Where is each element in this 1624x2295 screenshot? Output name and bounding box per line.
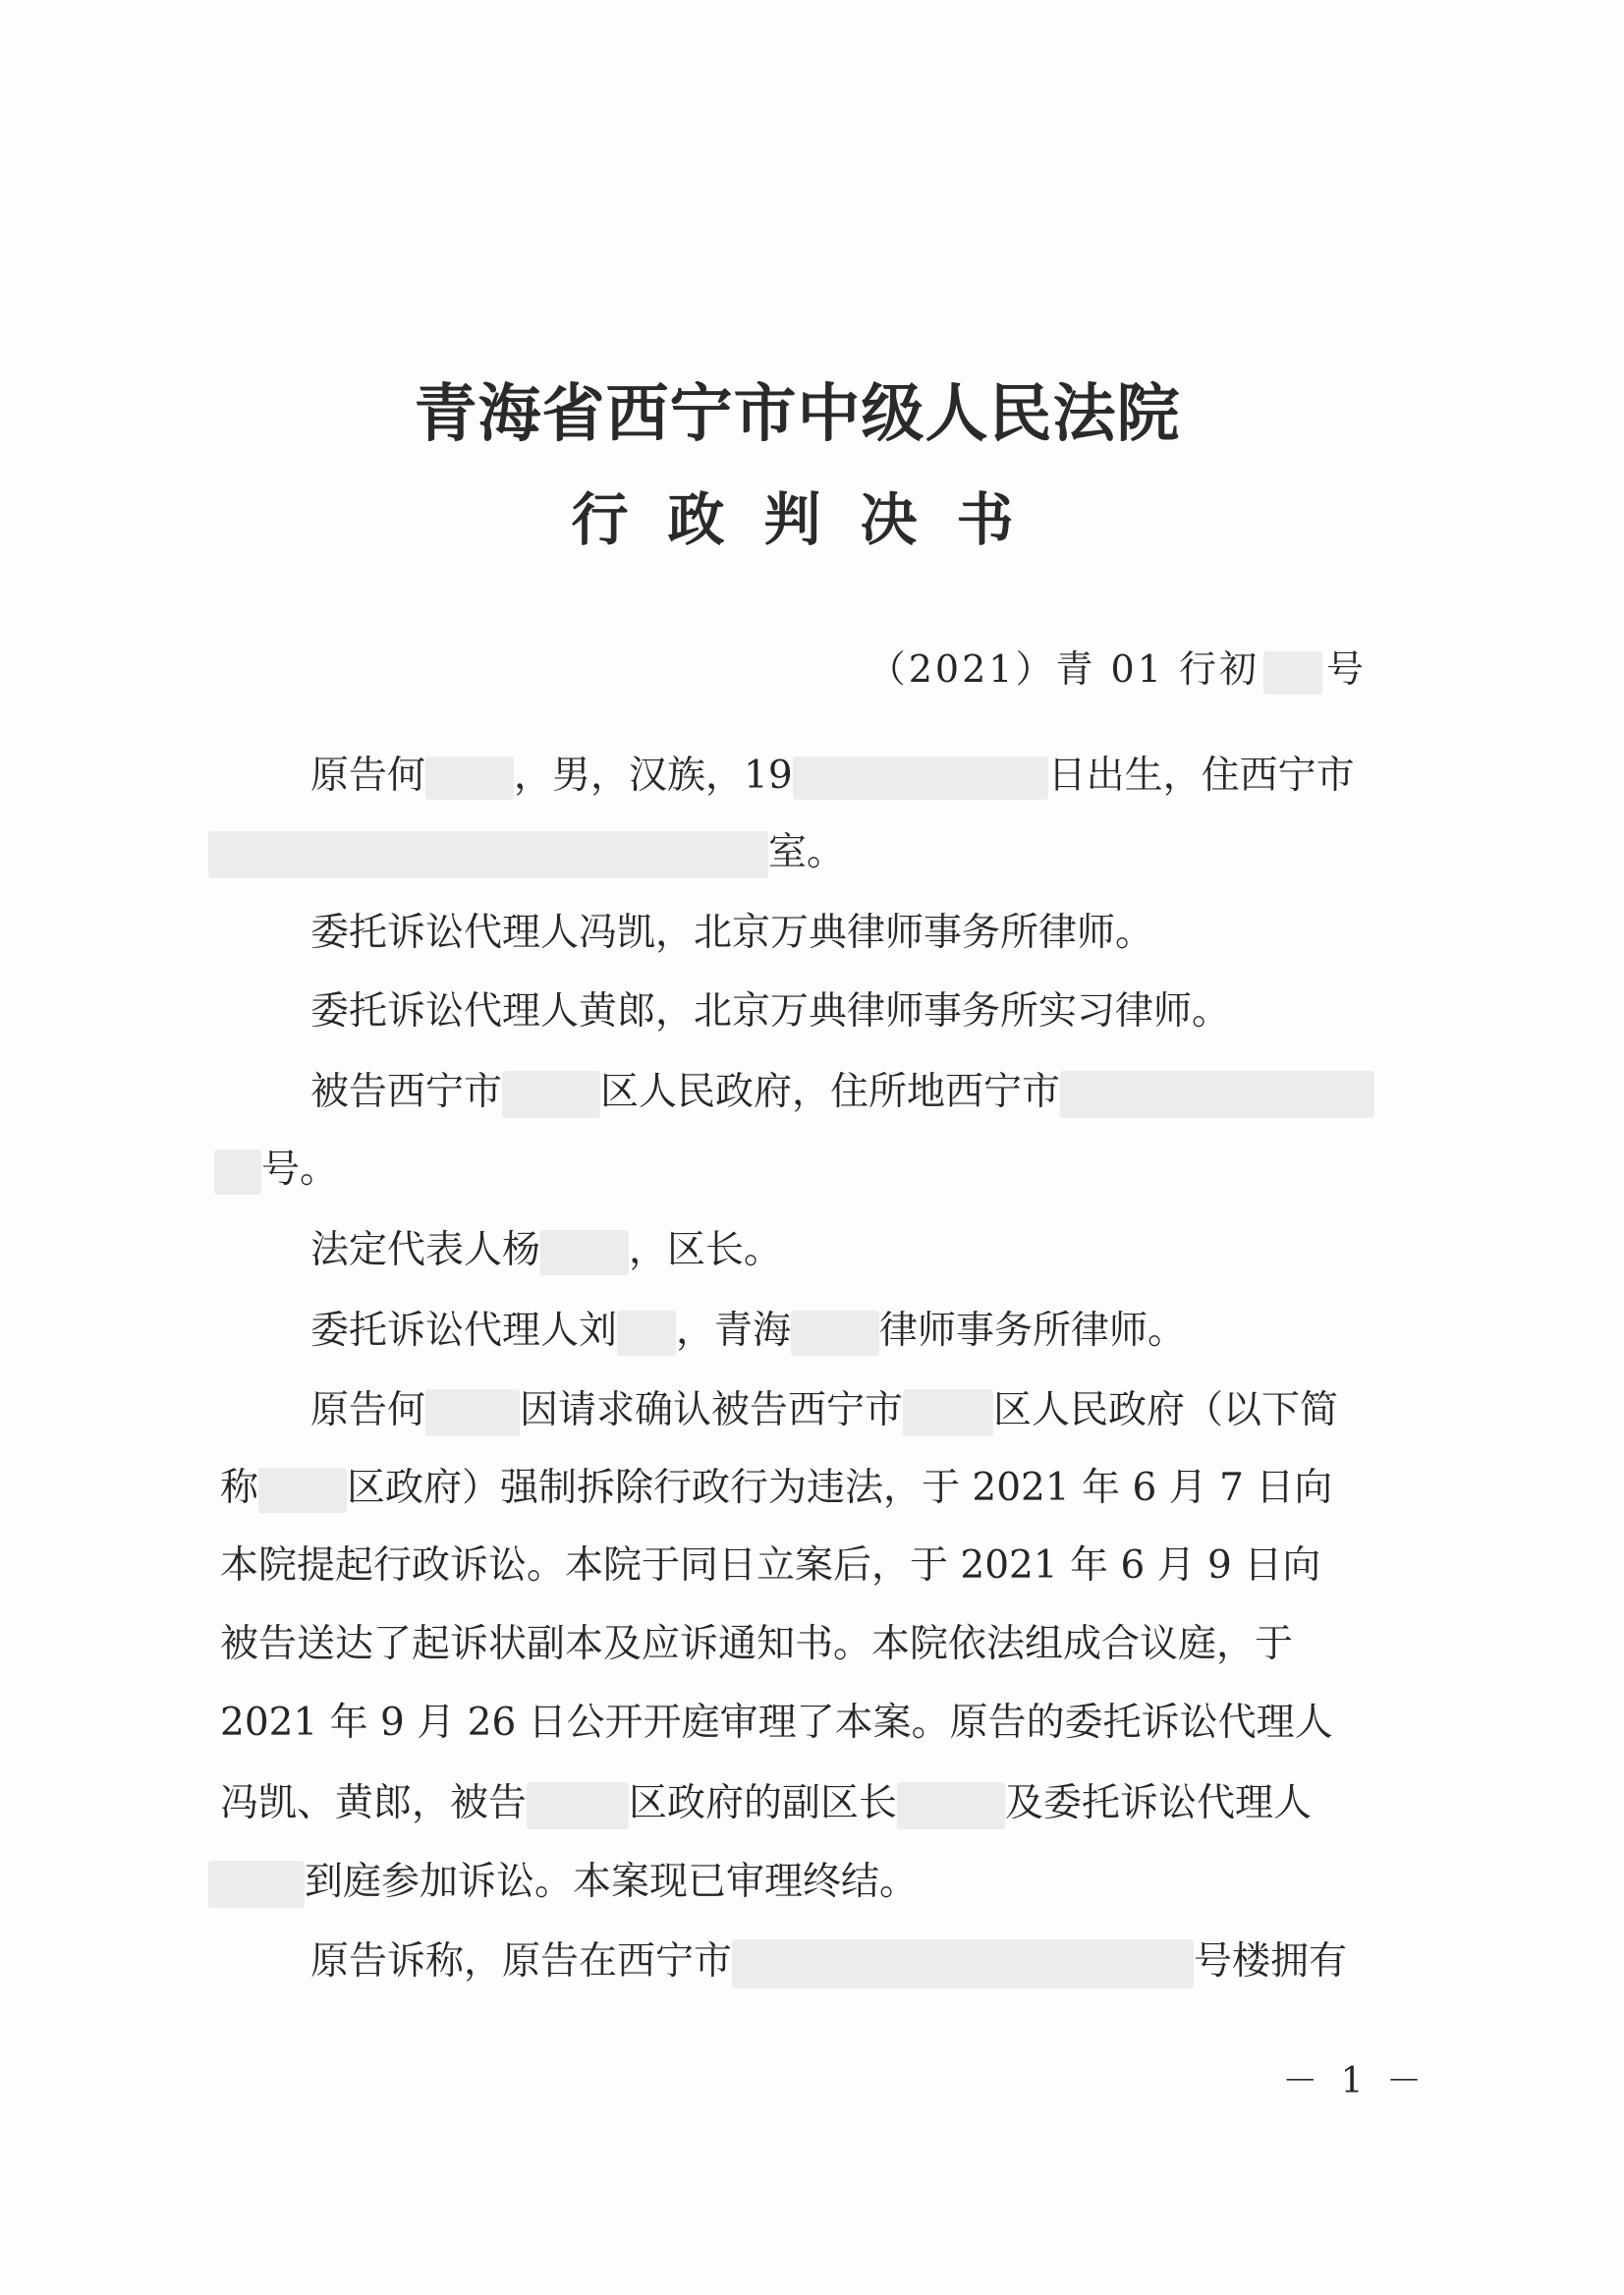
text-segment: 日出生，住西宁市 <box>1047 754 1355 798</box>
text-segment: 区人民政府（以下简 <box>993 1388 1339 1432</box>
body-line-1 <box>310 1389 1338 1436</box>
case-number-suffix: 号 <box>1325 647 1367 691</box>
redaction-deputy-name <box>897 1782 1005 1829</box>
paragraph-plaintiff-line-2 <box>208 831 845 878</box>
redaction-district-2 <box>903 1389 993 1436</box>
text-segment: 因请求确认被告西宁市 <box>520 1388 904 1432</box>
text-segment: 委托诉讼代理人刘 <box>310 1309 618 1353</box>
defendant-line-1 <box>310 1071 1374 1118</box>
text-segment: 原告诉称，原告在西宁市 <box>310 1939 733 1984</box>
legal-representative-line <box>310 1230 782 1275</box>
page-number: － 1 － <box>1282 2061 1428 2101</box>
agent-line-1: 委托诉讼代理人冯凯，北京万典律师事务所律师。 <box>310 911 1154 955</box>
body-line-7 <box>208 1861 918 1908</box>
text-segment: 原告何 <box>310 754 426 798</box>
redaction-representative-name <box>540 1230 629 1275</box>
text-segment: 冯凯、黄郎，被告 <box>220 1781 528 1825</box>
text-segment: 律师事务所律师。 <box>879 1309 1187 1353</box>
text-segment: 及委托诉讼代理人 <box>1005 1781 1313 1825</box>
text-segment: 被告西宁市 <box>310 1070 503 1114</box>
complaint-line-1 <box>310 1939 1347 1988</box>
agent-line-2: 委托诉讼代理人黄郎，北京万典律师事务所实习律师。 <box>310 989 1231 1034</box>
body-line-2 <box>220 1468 1332 1513</box>
redaction-law-firm <box>791 1311 879 1356</box>
text-segment: 室。 <box>768 830 846 874</box>
redaction-plaintiff-address <box>208 831 768 878</box>
body-line-3: 本院提起行政诉讼。本院于同日立案后，于 2021 年 6 月 9 日向 <box>220 1543 1321 1588</box>
text-segment: 号楼拥有 <box>1194 1939 1348 1984</box>
body-line-6 <box>220 1782 1312 1829</box>
redaction-plaintiff-name-2 <box>425 1389 520 1436</box>
text-segment: 到庭参加诉讼。本案现已审理终结。 <box>305 1860 919 1904</box>
text-segment: ，青海 <box>676 1309 792 1353</box>
text-segment: 原告何 <box>310 1388 426 1432</box>
text-segment: 法定代表人杨 <box>310 1228 541 1272</box>
redaction-plaintiff-name <box>425 756 514 800</box>
defendant-line-2 <box>214 1149 338 1195</box>
text-segment: 区人民政府，住所地西宁市 <box>600 1070 1061 1114</box>
redaction-district-3 <box>258 1468 347 1513</box>
redaction-district-4 <box>527 1782 629 1829</box>
body-line-4: 被告送达了起诉状副本及应诉通知书。本院依法组成合议庭，于 <box>220 1622 1294 1666</box>
case-number-prefix: （2021）青 01 行初 <box>868 647 1260 691</box>
document-type-heading: 行政判决书 <box>571 486 1053 553</box>
redaction-address-number <box>214 1149 261 1195</box>
paragraph-plaintiff-line-1 <box>310 756 1355 800</box>
text-segment: ，男，汉族，19 <box>514 754 793 798</box>
text-segment: 区政府的副区长 <box>629 1781 898 1825</box>
text-segment: 号。 <box>261 1148 339 1192</box>
redaction-defendant-address <box>1060 1071 1374 1118</box>
redaction-agent-name <box>617 1311 676 1356</box>
body-line-5: 2021 年 9 月 26 日公开开庭审理了本案。原告的委托诉讼代理人 <box>220 1701 1333 1745</box>
redaction-agent-name-2 <box>208 1861 305 1908</box>
case-number <box>868 639 1367 695</box>
text-segment: ，区长。 <box>629 1228 783 1272</box>
text-segment: 称 <box>220 1466 259 1510</box>
court-name-heading: 青海省西宁市中级人民法院 <box>414 377 1181 451</box>
redaction-property-address <box>732 1939 1194 1988</box>
redaction-case-number <box>1263 651 1322 695</box>
defendant-agent-line <box>310 1311 1186 1356</box>
redaction-birthdate <box>793 756 1048 800</box>
redaction-district <box>502 1071 600 1118</box>
text-segment: 区政府）强制拆除行政行为违法，于 2021 年 6 月 7 日向 <box>347 1466 1333 1510</box>
